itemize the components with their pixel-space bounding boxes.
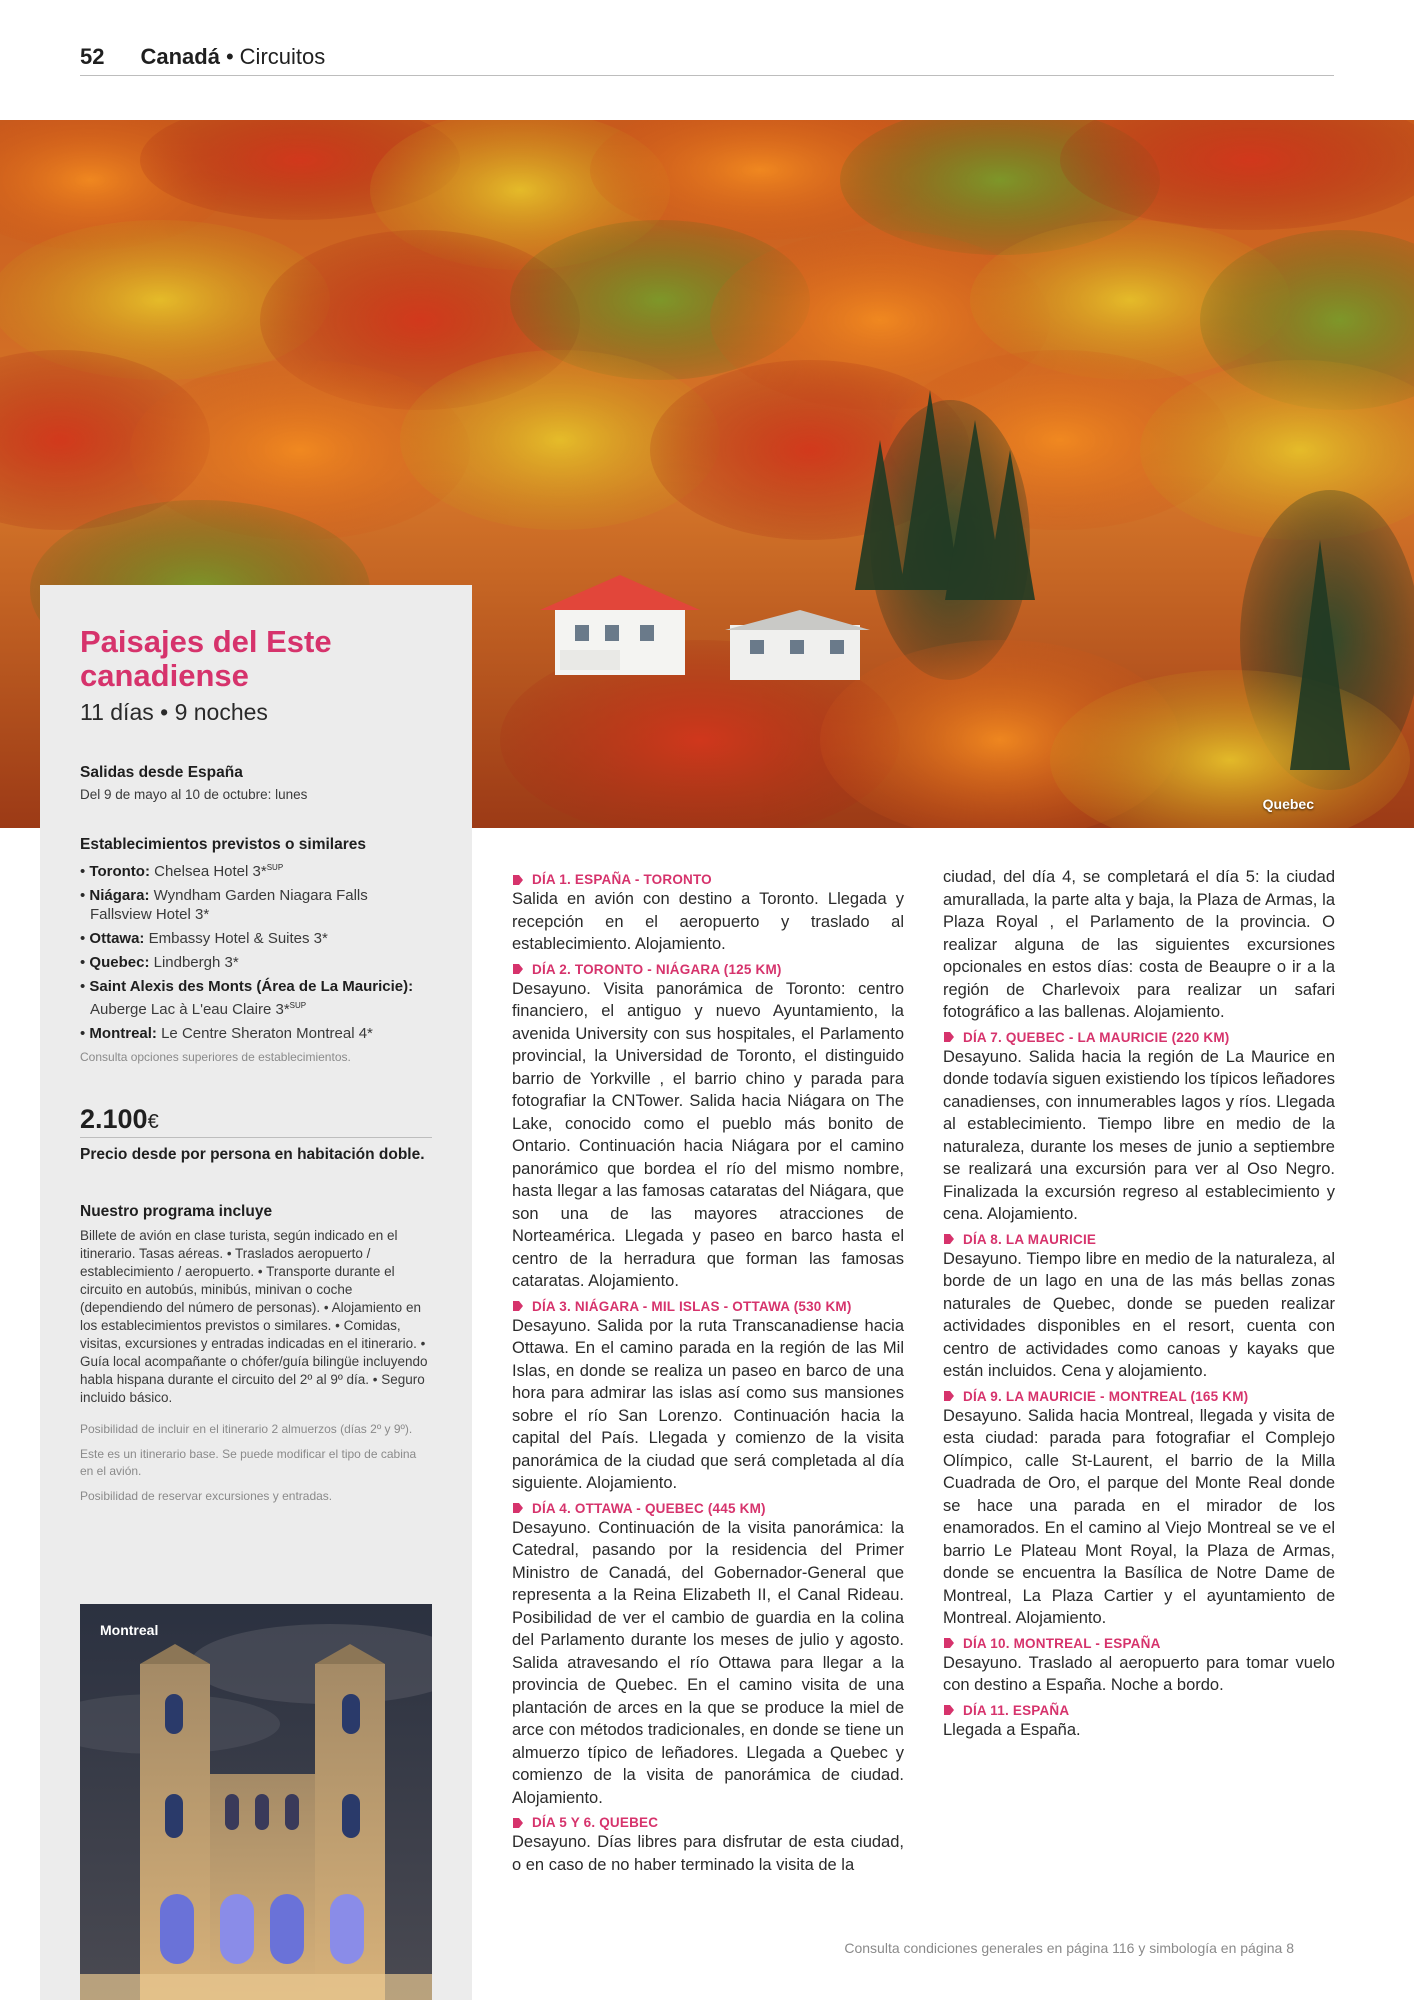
- price-row: [80, 1104, 432, 1138]
- departures-text: Del 9 de mayo al 10 de octubre: lunes: [80, 787, 308, 802]
- day-description: Salida en avión con destino a Toronto. Llegada y recepción en el aeropuerto y traslado al establecimiento. Alojamiento.: [512, 890, 904, 953]
- day-heading: [943, 1030, 1335, 1045]
- itinerary-day: [943, 1232, 1335, 1383]
- day-description: Desayuno. Tiempo libre en medio de la naturaleza, al borde de un lago en una de las más bellas zonas naturales de Quebec, donde se pueden realizar actividades disponibles en el resort, cuenta con centro de actividades como canoas y kayaks que están incluidos. Cena y alojamiento.: [943, 1249, 1335, 1380]
- itinerary-day: [943, 1030, 1335, 1226]
- itinerary-day: [512, 1815, 904, 1876]
- day-heading-text: DÍA 8. LA MAURICIE: [963, 1231, 1097, 1247]
- day-heading: [512, 1815, 904, 1830]
- hotel-name: Auberge Lac à L'eau Claire 3*: [90, 1001, 290, 1018]
- hotel-city: Niágara:: [89, 887, 150, 904]
- day-heading-text: DÍA 5 Y 6. QUEBEC: [532, 1815, 659, 1830]
- trip-title-line1: Paisajes del Este: [80, 624, 332, 659]
- pink-tag-icon: [943, 1233, 955, 1245]
- hotel-item: [80, 929, 432, 948]
- hotels-list: [80, 858, 432, 1043]
- itinerary-day: [943, 1389, 1335, 1630]
- section-separator: •: [225, 44, 234, 69]
- itinerary-day: [512, 1299, 904, 1495]
- day-heading: [943, 1636, 1335, 1651]
- page-number: 52: [80, 44, 105, 69]
- itinerary-day: [512, 872, 904, 956]
- hotel-city: Ottawa:: [89, 930, 145, 947]
- day-description: Desayuno. Salida por la ruta Transcanadiense hacia Ottawa. En el camino parada en la región de las Mil Islas, en donde se realiza un paseo en barco de una hora para admirar las islas así como sus mansiones sobre el río San Lorenzo. Continuación hacia la capital del País. Llegada y comienzo de la visita panorámica de la ciudad que será completada al día siguiente. Alojamiento.: [512, 1316, 904, 1492]
- hotel-name: Le Centre Sheraton Montreal 4*: [161, 1025, 373, 1042]
- pink-tag-icon: [943, 1031, 955, 1043]
- pink-tag-icon: [943, 1390, 955, 1402]
- section-type: Circuitos: [239, 44, 326, 69]
- hotel-city: Saint Alexis des Monts (Área de La Mauricie):: [89, 978, 414, 995]
- pink-tag-icon: [512, 1300, 524, 1312]
- day-heading: [943, 1232, 1335, 1247]
- pink-tag-icon: [943, 1704, 955, 1716]
- hero-caption: Quebec: [1262, 796, 1314, 812]
- hotel-item: [80, 1024, 432, 1043]
- hotels-block: [80, 836, 432, 1066]
- trip-duration: 11 días • 9 noches: [80, 699, 268, 725]
- hotel-name: Lindbergh 3*: [153, 954, 239, 971]
- sidebar-notes: [80, 1421, 432, 1505]
- day-heading-text: DÍA 9. LA MAURICIE - MONTREAL (165 KM): [963, 1388, 1249, 1404]
- pink-tag-icon: [512, 963, 524, 975]
- day-heading: [512, 1299, 904, 1314]
- day-heading-text: DÍA 4. OTTAWA - QUEBEC (445 KM): [532, 1500, 766, 1516]
- bullet: •: [80, 978, 90, 995]
- trip-title-line2: canadiense: [80, 658, 249, 693]
- itinerary-day: [943, 1703, 1335, 1742]
- day-description: Desayuno. Salida hacia la región de La Maurice en donde todavía siguen existiendo los típicos leñadores canadienses, con innumerables lagos y ríos. Llegada al establecimiento. Tiempo libre en medio de la naturaleza, durante los meses de junio a septiembre se realizará una excursión para ver al Oso Negro. Finalizada la excursión regreso al establecimiento y cena. Alojamiento.: [943, 1047, 1335, 1223]
- day-heading: [512, 962, 904, 977]
- day-heading-text: DÍA 10. MONTREAL - ESPAÑA: [963, 1635, 1161, 1651]
- itinerary-day: [512, 1501, 904, 1810]
- price-currency: €: [147, 1111, 159, 1133]
- sidebar-content: [80, 625, 432, 1513]
- pink-tag-icon: [512, 874, 524, 886]
- hotel-name: Embassy Hotel & Suites 3*: [148, 930, 328, 947]
- includes-heading: Nuestro programa incluye: [80, 1203, 273, 1220]
- day-description: Desayuno. Días libres para disfrutar de esta ciudad, o en caso de no haber terminado la visita de la: [512, 1833, 904, 1874]
- hotel-item: [80, 858, 432, 881]
- montreal-basilica-photo: [80, 1604, 432, 2000]
- hotels-note: Consulta opciones superiores de establecimientos.: [80, 1050, 351, 1064]
- hotels-heading: Establecimientos previstos o similares: [80, 836, 367, 853]
- departures-block: [80, 764, 432, 804]
- day-heading-text: DÍA 1. ESPAÑA - TORONTO: [532, 872, 712, 887]
- itinerary-column-2-days: [943, 1030, 1335, 1742]
- day-heading-text: DÍA 7. QUEBEC - LA MAURICIE (220 KM): [963, 1029, 1230, 1045]
- itinerary-column-1: [512, 866, 904, 1876]
- itinerary-column-2: [943, 866, 1335, 1741]
- footer-note: Consulta condiciones generales en página 116 y simbología en página 8: [844, 1940, 1294, 1956]
- day-heading-text: DÍA 2. TORONTO - NIÁGARA (125 KM): [532, 961, 782, 977]
- day-heading-text: DÍA 11. ESPAÑA: [963, 1702, 1070, 1718]
- day-description: Llegada a España.: [943, 1720, 1081, 1739]
- bullet: •: [80, 930, 90, 947]
- hotel-item: [80, 953, 432, 972]
- pink-tag-icon: [943, 1637, 955, 1649]
- montreal-photo-caption: Montreal: [100, 1622, 159, 1638]
- section-country: Canadá: [140, 44, 220, 69]
- price-value: 2.100: [80, 1104, 148, 1134]
- hotel-city: Toronto:: [89, 863, 150, 880]
- includes-block: [80, 1203, 432, 1407]
- day-heading: [512, 1501, 904, 1516]
- day-heading: [512, 872, 904, 887]
- day-description: Desayuno. Traslado al aeropuerto para tomar vuelo con destino a España. Noche a bordo.: [943, 1653, 1335, 1694]
- day-description: Desayuno. Continuación de la visita panorámica: la Catedral, pasando por la residencia del Primer Ministro de Canadá, del Gobernador-General que representa a la Reina Elizabeth II, el Canal Rideau. Posibilidad de ver el cambio de guardia en la colina del Parlamento durante los meses de julio y agosto. Salida atravesando el río Ottawa para llegar a la provincia de Quebec. En el camino visita de una plantación de arces en la que se produce la miel de arce con métodos tradicionales, en donde se tiene un almuerzo típico de leñadores. Llegada a Quebec y comienzo de la visita de panorámica de ciudad. Alojamiento.: [512, 1518, 904, 1807]
- hotel-category-superscript: SUP: [266, 863, 284, 872]
- price-description: Precio desde por persona en habitación doble.: [80, 1146, 425, 1163]
- hotel-category-superscript: SUP: [289, 1001, 307, 1010]
- itinerary-day: [512, 962, 904, 1293]
- includes-text: Billete de avión en clase turista, según indicado en el itinerario. Tasas aéreas. • Traslados aeropuerto / establecimiento / aeropuerto. • Transporte durante el circuito en autobús, minibús, minivan o coche (dependiendo del número de personas). • Alojamiento en los establecimientos previstos o similares. • Comidas, visitas, excursiones y entradas indicadas en el itinerario. • Guía local acompañante o chófer/guía bilingüe incluyendo habla hispana durante el circuito del 2º al 9º día. • Seguro incluido básico.: [80, 1228, 428, 1405]
- hotel-item: [80, 886, 432, 924]
- price-block: [80, 1104, 432, 1165]
- hotel-city: Montreal:: [89, 1025, 157, 1042]
- hotel-name: Chelsea Hotel 3*: [154, 863, 267, 880]
- bullet: •: [80, 1025, 90, 1042]
- hotel-city: Quebec:: [89, 954, 150, 971]
- day-heading: [943, 1389, 1335, 1404]
- note-lunches: Posibilidad de incluir en el itinerario 2 almuerzos (días 2º y 9º).: [80, 1422, 413, 1436]
- note-itinerary: Este es un itinerario base. Se puede modificar el tipo de cabina en el avión.: [80, 1447, 417, 1478]
- page-header: [80, 44, 1334, 76]
- bullet: •: [80, 887, 90, 904]
- day-heading-text: DÍA 3. NIÁGARA - MIL ISLAS - OTTAWA (530 KM): [532, 1298, 852, 1314]
- day-5-6-continued-text: ciudad, del día 4, se completará el día 5: la ciudad amurallada, la parte alta y baja, la Plaza de Armas, la Plaza Royal , el Parlamento de la provincia. O realizar alguna de las siguientes excursiones opcionales en estos días: costa de Beaupre o ir a la región de Charlevoix para realizar un safari fotográfico a las ballenas. Alojamiento.: [943, 868, 1335, 1021]
- hotel-name: Wyndham Garden Niagara Falls Fallsview Hotel 3*: [90, 887, 368, 923]
- note-excursions: Posibilidad de reservar excursiones y entradas.: [80, 1489, 333, 1503]
- basilica-illustration: [80, 1604, 432, 2000]
- trip-title: [80, 625, 432, 693]
- bullet: •: [80, 863, 90, 880]
- pink-tag-icon: [512, 1502, 524, 1514]
- departures-heading: Salidas desde España: [80, 764, 243, 781]
- hotel-item: [80, 977, 432, 1019]
- day-heading: [943, 1703, 1335, 1718]
- day-description: Desayuno. Visita panorámica de Toronto: centro financiero, el antiguo y nuevo Ayuntamiento, la avenida University con sus hospitales, el Parlamento provincial, la Universidad de Toronto, el distinguido barrio de Yorkville , el barrio chino y parada para fotografiar la CNTower. Salida hacia Niágara on The Lake, conocido como el pueblo más bonito de Ontario. Continuación hacia Niágara por el camino panorámico que bordea el río del mismo nombre, hasta llegar a las famosas cataratas del Niágara, que son una de las mayores atracciones de Norteamérica. Llegada y paseo en barco hasta el centro de la herradura que forman las famosas cataratas. Alojamiento.: [512, 979, 904, 1290]
- day-description: Desayuno. Salida hacia Montreal, llegada y visita de esta ciudad: parada para fotografiar el Complejo Olímpico, calle St-Laurent, el barrio de la Milla Cuadrada de Oro, el parque del Monte Real donde se hace una parada en el mirador de los enamorados. En el camino al Viejo Montreal se ve el barrio Le Plateau Mont Royal, la Plaza de Armas, donde se encuentra la Basílica de Notre Dame de Montreal, La Plaza Cartier y el ayuntamiento de Montreal. Alojamiento.: [943, 1406, 1335, 1627]
- pink-tag-icon: [512, 1817, 524, 1829]
- bullet: •: [80, 954, 90, 971]
- itinerary-day: [943, 1636, 1335, 1697]
